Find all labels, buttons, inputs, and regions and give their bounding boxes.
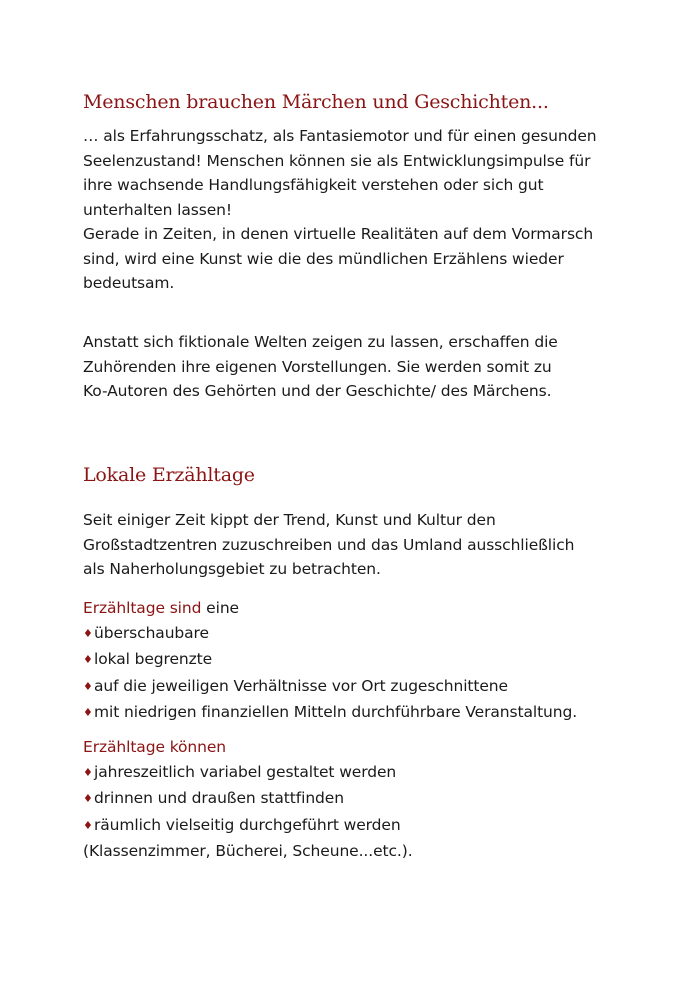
diamond-bullet-icon: ♦	[83, 653, 93, 666]
text-line: Anstatt sich fiktionale Welten zeigen zu lassen, erschaffen die	[83, 333, 558, 351]
text-line: als Naherholungsgebiet zu betrachten.	[83, 560, 381, 578]
text-line: Seit einiger Zeit kippt der Trend, Kunst und Kultur den	[83, 511, 496, 529]
section-heading-erzaehltage: Lokale Erzähltage	[83, 464, 255, 486]
list-item	[83, 674, 673, 701]
text-line: bedeutsam.	[83, 274, 175, 292]
feature-list	[83, 760, 673, 840]
diamond-bullet-icon: ♦	[83, 765, 93, 779]
text-line: Seelenzustand! Menschen können sie als Entwicklungsimpulse für	[83, 151, 591, 170]
list-item-text: jahreszeitlich variabel gestaltet werden	[94, 762, 397, 781]
list-item	[83, 647, 673, 674]
erzaehltage-sind-block	[83, 596, 673, 727]
text-line: Großstadtzentren zuzuschreiben und das Umland ausschließlich	[83, 535, 575, 554]
list-item-text: mit niedrigen finanziellen Mitteln durchführbare Veranstaltung.	[94, 703, 578, 721]
list-item	[83, 621, 673, 648]
list-item	[83, 813, 673, 840]
section-heading-maerchen: Menschen brauchen Märchen und Geschichten...	[83, 91, 549, 113]
diamond-bullet-icon: ♦	[83, 818, 93, 832]
diamond-bullet-icon: ♦	[83, 792, 93, 805]
text-line: Ko-Autoren des Gehörten und der Geschichte/ des Märchens.	[83, 382, 552, 400]
list-item-text: räumlich vielseitig durchgeführt werden	[94, 815, 401, 834]
list-item	[83, 700, 673, 727]
text-line: Zuhörenden ihre eigenen Vorstellungen. Sie werden somit zu	[83, 357, 552, 376]
lead-rest: eine	[201, 599, 239, 617]
text-line: ihre wachsende Handlungsfähigkeit verstehen oder sich gut	[83, 176, 544, 194]
text-line: unterhalten lassen!	[83, 200, 232, 219]
list-item-text: auf die jeweiligen Verhältnisse vor Ort zugeschnittene	[94, 676, 508, 695]
trend-paragraph	[83, 508, 663, 582]
block-lead	[83, 735, 673, 760]
lead-highlight: Erzähltage können	[83, 738, 227, 756]
list-item-text: überschaubare	[94, 623, 209, 642]
diamond-bullet-icon: ♦	[83, 626, 93, 640]
list-item-text: drinnen und draußen stattfinden	[94, 789, 344, 807]
intro-paragraph	[83, 124, 663, 296]
trailing-note: (Klassenzimmer, Bücherei, Scheune...etc.).	[83, 842, 413, 860]
feature-list	[83, 621, 673, 727]
erzaehltage-koennen-block	[83, 735, 673, 864]
lead-highlight: Erzähltage sind	[83, 599, 202, 617]
diamond-bullet-icon: ♦	[83, 706, 93, 719]
text-line: Gerade in Zeiten, in denen virtuelle Realitäten auf dem Vormarsch	[83, 225, 594, 243]
list-item	[83, 760, 673, 787]
list-item	[83, 786, 673, 813]
diamond-bullet-icon: ♦	[83, 679, 93, 693]
list-item-text: lokal begrenzte	[94, 650, 213, 668]
text-line: sind, wird eine Kunst wie die des mündlichen Erzählens wieder	[83, 249, 564, 268]
text-line: … als Erfahrungsschatz, als Fantasiemotor und für einen gesunden	[83, 127, 597, 145]
block-lead	[83, 596, 673, 621]
fiction-paragraph	[83, 330, 663, 404]
